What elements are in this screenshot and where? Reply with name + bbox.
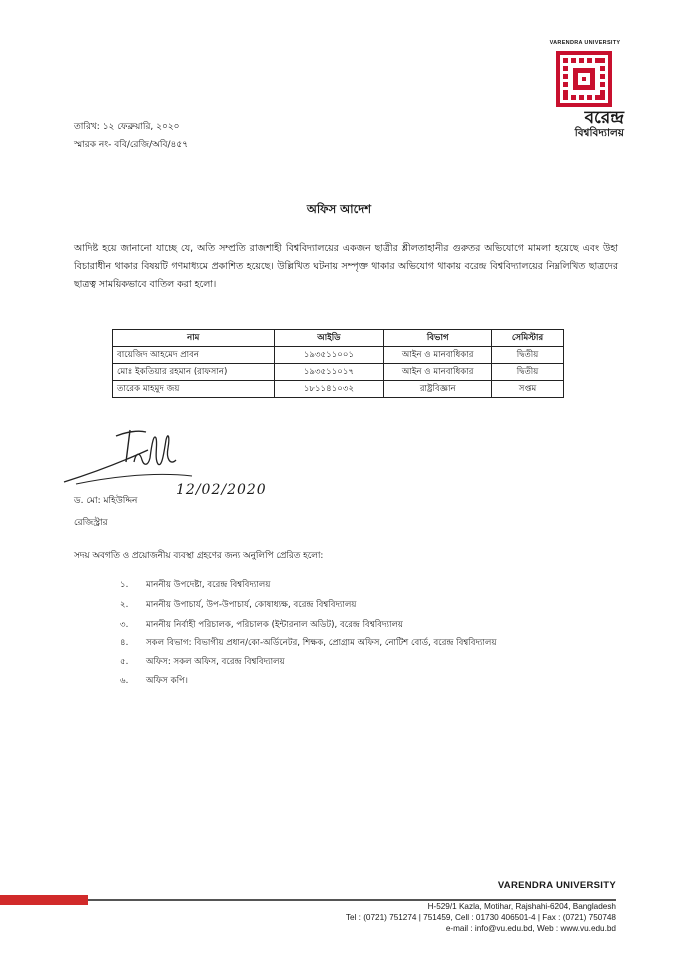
list-item-text: সকল বিভাগ: বিভাগীয় প্রধান/কো-অর্ডিনেটর, শিক্ষক, প্রোগ্রাম অফিস, নোটিশ বোর্ড, বরেন্দ্র বিশ্ববিদ্যালয় — [146, 638, 497, 648]
list-item-number: ৬. — [120, 676, 129, 686]
list-item — [0, 655, 678, 669]
handwritten-signature-icon — [56, 422, 196, 494]
column-header-name: নাম — [113, 330, 275, 347]
footer-address: H-529/1 Kazla, Motihar, Rajshahi-6204, Bangladesh — [427, 902, 616, 911]
student-department: আইন ও মানবাধিকার — [384, 364, 492, 381]
list-item-number: ৩. — [120, 620, 129, 630]
student-id: ১৯৩৫১১০১৭ — [274, 364, 384, 381]
list-item — [0, 578, 678, 592]
list-item-number: ৪. — [120, 638, 129, 648]
logo-bangla-line2: বিশ্ববিদ্যালয় — [574, 127, 624, 139]
logo-bangla-line1: বরেন্দ্র — [584, 108, 624, 128]
order-body-paragraph: আদিষ্ট হয়ে জানানো যাচ্ছে যে, অতি সম্প্রতি রাজশাহী বিশ্ববিদ্যালয়ের একজন ছাত্রীর শ্লীলতাহানীর গুরুতর অভিযোগে মামলা হয়েছে এবং উহা বিচারাধীন থাকার বিষয়টি গণমাধ্যমে প্রকাশিত হয়েছে। উল্লিখিত ঘটনায় সম্পৃক্ত থাকার অভিযোগ থাকায় বরেন্দ্র বিশ্ববিদ্যালয়ের নিম্নলিখিত ছাত্রদের ছাত্রত্ব সাময়িকভাবে বাতিল করা হলো। — [74, 243, 618, 290]
table-row — [113, 381, 564, 398]
student-semester: দ্বিতীয় — [492, 347, 564, 364]
list-item-text: অফিস কপি। — [146, 676, 188, 686]
list-item — [0, 674, 678, 688]
university-logo-icon — [556, 51, 612, 107]
table-header-row — [113, 330, 564, 347]
list-item — [0, 618, 678, 632]
column-header-semester: সেমিস্টার — [492, 330, 564, 347]
logo-english-name: VARENDRA UNIVERSITY — [549, 40, 621, 46]
document-date: তারিখ: ১২ ফেব্রুয়ারি, ২০২০ — [74, 122, 180, 132]
handwritten-date: 12/02/2020 — [176, 482, 267, 498]
table-row — [113, 347, 564, 364]
column-header-id: আইডি — [274, 330, 384, 347]
list-item-text: অফিস: সকল অফিস, বরেন্দ্র বিশ্ববিদ্যালয় — [146, 657, 285, 667]
students-table — [112, 329, 564, 398]
table-row — [113, 364, 564, 381]
student-semester: দ্বিতীয় — [492, 364, 564, 381]
page-title: অফিস আদেশ — [306, 202, 372, 216]
student-department: রাষ্ট্রবিজ্ঞান — [384, 381, 492, 398]
student-name: বায়েজিদ আহমেদ প্রাবন — [113, 347, 275, 364]
list-item-text: মাননীয় উপদেষ্টা, বরেন্দ্র বিশ্ববিদ্যালয় — [146, 580, 271, 590]
footer-accent-bar — [0, 895, 88, 905]
list-item-number: ১. — [120, 580, 129, 590]
list-item-number: ২. — [120, 600, 129, 610]
reference-number: স্মারক নং- ববি/রেজি/অবি/৪৫৭ — [74, 140, 189, 150]
footer-university-name: VARENDRA UNIVERSITY — [497, 880, 616, 891]
footer-contact — [346, 901, 616, 934]
student-name: মোঃ ইকতিয়ার রহমান (রাফসান) — [113, 364, 275, 381]
footer-web: e-mail : info@vu.edu.bd, Web : www.vu.edu.bd — [445, 924, 616, 933]
student-id: ১৯৩৫১১০০১ — [274, 347, 384, 364]
list-item-text: মাননীয় নির্বাহী পরিচালক, পরিচালক (ইন্টারনাল অডিট), বরেন্দ্র বিশ্ববিদ্যালয় — [146, 620, 403, 630]
student-semester: সপ্তম — [492, 381, 564, 398]
student-department: আইন ও মানবাধিকার — [384, 347, 492, 364]
signatory-designation: রেজিস্ট্রার — [74, 518, 108, 528]
list-item-number: ৫. — [120, 657, 129, 667]
list-item-text: মাননীয় উপাচার্য, উপ-উপাচার্য, কোষাধ্যক্ষ, বরেন্দ্র বিশ্ববিদ্যালয় — [146, 600, 357, 610]
student-id: ১৮১১৪১০৩২ — [274, 381, 384, 398]
footer-phones: Tel : (0721) 751274 | 751459, Cell : 01730 406501-4 | Fax : (0721) 750748 — [345, 913, 616, 922]
list-item — [0, 598, 678, 612]
column-header-department: বিভাগ — [384, 330, 492, 347]
copy-distribution-lead: সদয় অবগতি ও প্রয়োজনীয় ব্যবস্থা গ্রহণের জন্য অনুলিপি প্রেরিত হলো: — [74, 551, 324, 561]
list-item — [0, 636, 678, 650]
signatory-name: ড. মো: মহিউদ্দিন — [74, 496, 138, 506]
student-name: তারেক মাহমুদ জয় — [113, 381, 275, 398]
